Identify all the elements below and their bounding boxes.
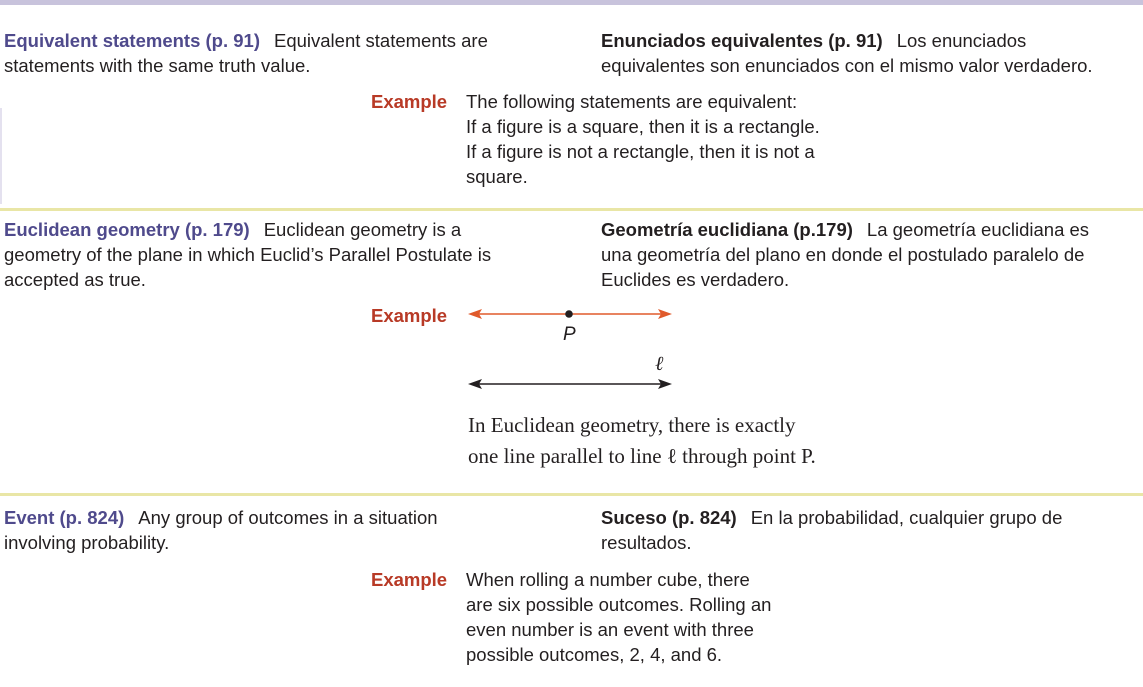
example-text [466, 89, 820, 189]
definition-es-line: una geometría del plano en donde el postulado paralelo de [601, 244, 1085, 265]
example-line: The following statements are equivalent: [466, 91, 798, 112]
definition-line: geometry of the plane in which Euclid’s Parallel Postulate is [4, 244, 492, 265]
point-p-label: P [563, 324, 576, 345]
example-text [466, 567, 771, 667]
line-l-label: ℓ [655, 351, 664, 375]
example-line: If a figure is not a rectangle, then it is not a [466, 141, 815, 162]
term-event: Event (p. 824) [4, 507, 125, 528]
term-enunciados-equivalentes: Enunciados equivalentes (p. 91) [601, 30, 883, 51]
definition-es-line: Los enunciados [896, 30, 1027, 51]
definition-es-line: equivalentes son enunciados con el mismo valor verdadero. [601, 55, 1093, 76]
section-divider [0, 208, 1143, 211]
example-label: Example [371, 91, 448, 112]
definition-es-line: En la probabilidad, cualquier grupo de [750, 507, 1063, 528]
definition-es-line: resultados. [601, 532, 692, 553]
term-geometria-euclidiana: Geometría euclidiana (p.179) [601, 219, 853, 240]
definition-line: Any group of outcomes in a situation [138, 507, 438, 528]
definition-line: statements with the same truth value. [4, 55, 311, 76]
line-l [468, 379, 672, 389]
example-line: possible outcomes, 2, 4, and 6. [466, 644, 723, 665]
point-p [565, 310, 573, 318]
definition-es-line: La geometría euclidiana es [866, 219, 1090, 240]
example-label: Example [371, 305, 448, 326]
example-label: Example [371, 569, 448, 590]
definition-es-line: Euclides es verdadero. [601, 269, 790, 290]
definition-line: involving probability. [4, 532, 170, 553]
caption-line: one line parallel to line ℓ through point P. [468, 444, 816, 468]
entry-event-en [4, 505, 438, 555]
definition-line: Equivalent statements are [273, 30, 488, 51]
entry-equivalent-statements-es [601, 28, 1093, 78]
entry-equivalent-statements-en [4, 28, 488, 78]
term-suceso: Suceso (p. 824) [601, 507, 737, 528]
definition-line: accepted as true. [4, 269, 146, 290]
caption-line: In Euclidean geometry, there is exactly [468, 413, 796, 437]
entry-euclidean-geometry-es [601, 217, 1089, 292]
example-line: If a figure is a square, then it is a rectangle. [466, 116, 820, 137]
example-line: are six possible outcomes. Rolling an [466, 594, 772, 615]
definition-line: Euclidean geometry is a [263, 219, 462, 240]
left-margin-bar [0, 108, 2, 204]
term-euclidean-geometry: Euclidean geometry (p. 179) [4, 219, 250, 240]
example-line: square. [466, 166, 528, 187]
section-divider [0, 493, 1143, 496]
figure-caption [468, 410, 816, 472]
entry-event-es [601, 505, 1062, 555]
entry-euclidean-geometry-en [4, 217, 491, 292]
example-line: When rolling a number cube, there [466, 569, 750, 590]
top-bar [0, 0, 1143, 5]
parallel-lines-figure [460, 290, 680, 400]
term-equivalent-statements: Equivalent statements (p. 91) [4, 30, 260, 51]
example-line: even number is an event with three [466, 619, 754, 640]
